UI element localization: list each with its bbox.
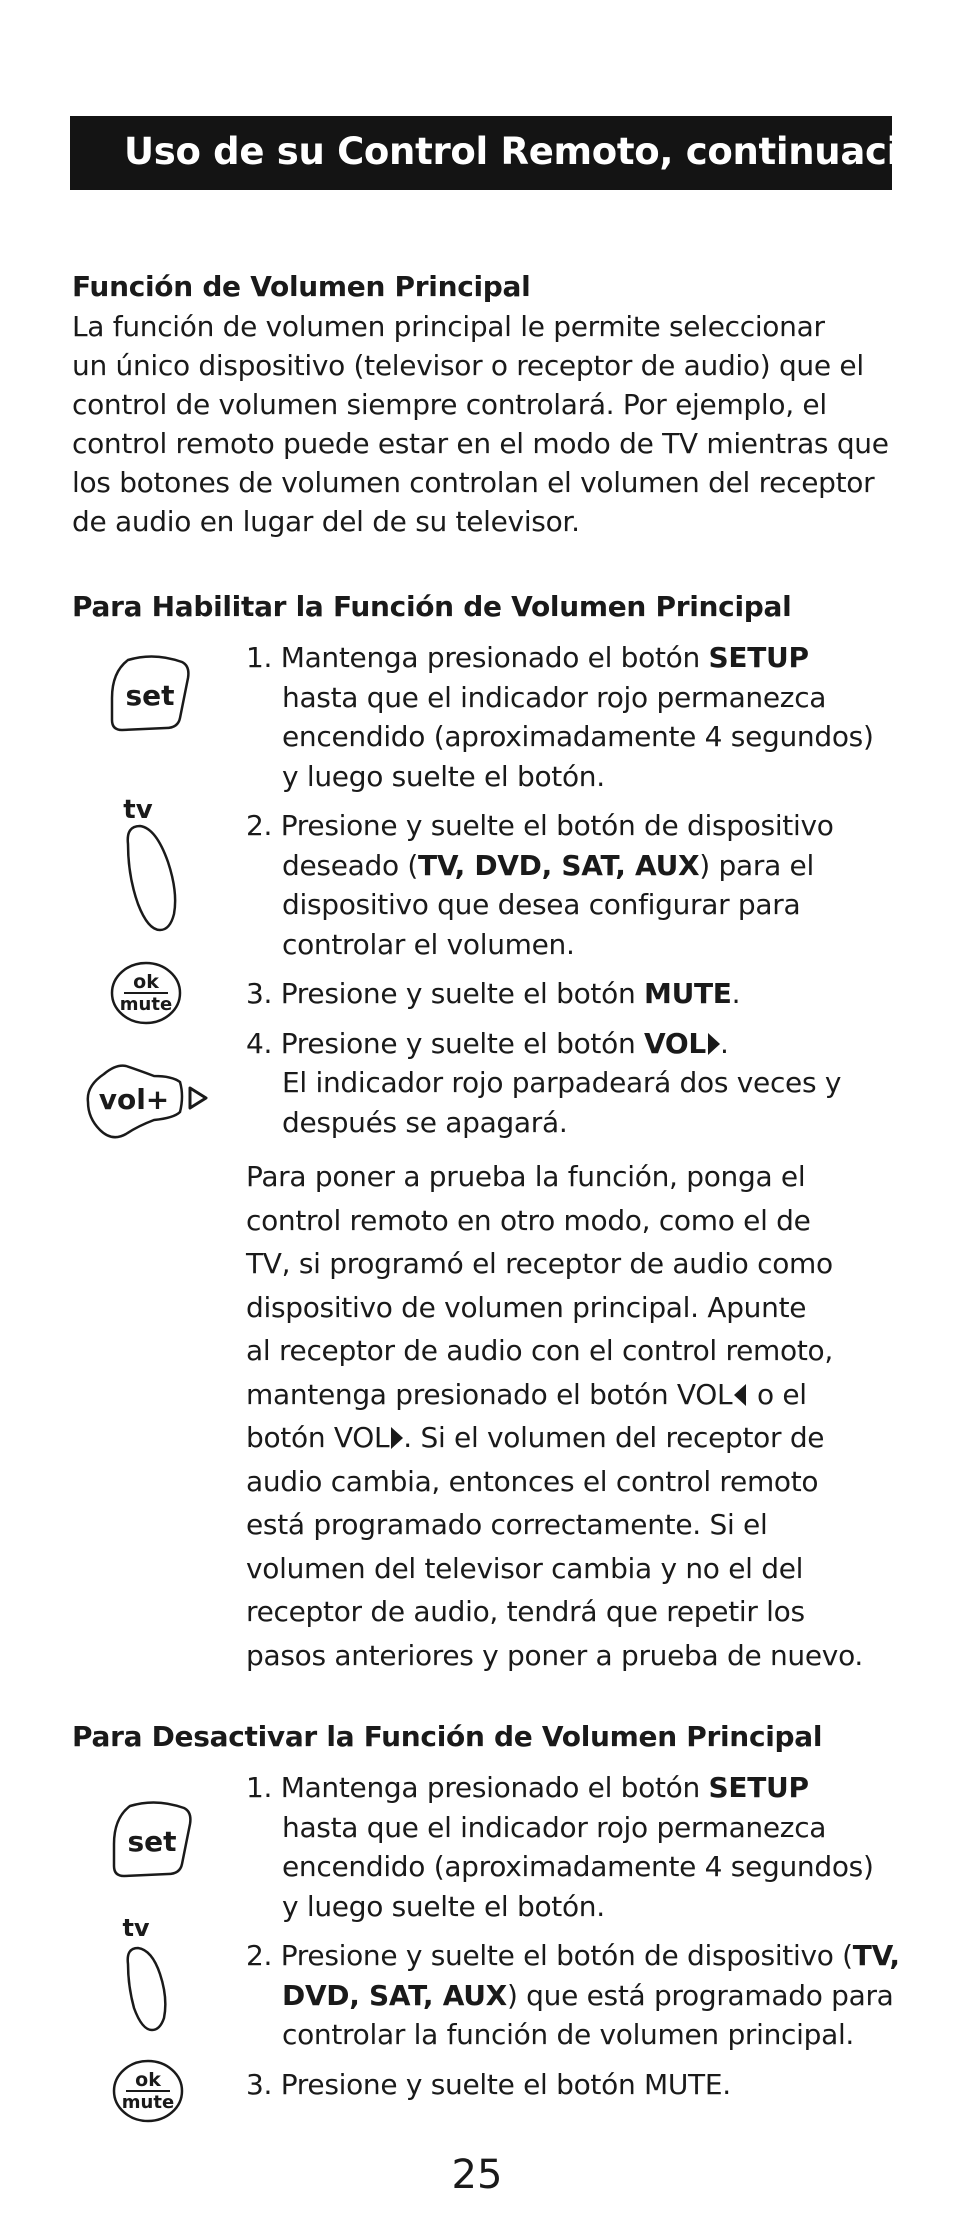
set-button-icon: [108, 654, 192, 734]
intro-paragraph: [72, 307, 889, 541]
mute-label: mute: [119, 994, 173, 1015]
tv-button-icon: [114, 1912, 184, 2042]
vol-right-arrow-icon: [391, 1427, 403, 1449]
intro-line: un único dispositivo (televisor o receptor de audio) que el: [72, 349, 864, 382]
enable-steps: [246, 638, 892, 1152]
disable-step-2: 2. Presione y suelte el botón de dispositivo (TV, DVD, SAT, AUX) que está programado para controlar la función de volumen principal.: [246, 1939, 900, 2051]
vol-label: vol+: [98, 1083, 170, 1116]
set-label: set: [127, 1825, 177, 1858]
tv-button-icon: [116, 792, 186, 942]
intro-line: los botones de volumen controlan el volumen del receptor: [72, 466, 875, 499]
enable-step-4: 4. Presione y suelte el botón VOL . El indicador rojo parpadeará dos veces y después se apagará.: [246, 1026, 842, 1139]
tv-label: tv: [122, 1914, 150, 1942]
intro-line: control remoto puede estar en el modo de TV mientras que: [72, 427, 889, 460]
ok-mute-button-icon: [108, 960, 184, 1026]
enable-heading: Para Habilitar la Función de Volumen Principal: [72, 590, 792, 623]
header-bar: [70, 116, 951, 190]
disable-step-1: 1. Mantenga presionado el botón SETUP hasta que el indicador rojo permanezca encendido (aproximadamente 4 segundos) y luego suelte el botón.: [246, 1771, 874, 1923]
enable-step-2: 2. Presione y suelte el botón de dispositivo deseado (TV, DVD, SAT, AUX) para el dispositivo que desea configurar para controlar el volumen.: [246, 809, 834, 961]
set-button-icon: [110, 1800, 194, 1880]
page-number: 25: [451, 2152, 503, 2198]
vol-left-arrow-icon: [734, 1384, 746, 1406]
set-label: set: [125, 679, 175, 712]
tv-label: tv: [123, 795, 153, 825]
vol-plus-button-icon: [82, 1052, 216, 1148]
intro-line: de audio en lugar del de su televisor.: [72, 505, 580, 538]
intro-line: La función de volumen principal le permite seleccionar: [72, 310, 825, 343]
enable-step-3: 3. Presione y suelte el botón MUTE.: [246, 977, 741, 1010]
ok-mute-button-icon: [110, 2058, 186, 2124]
disable-step-3: 3. Presione y suelte el botón MUTE.: [246, 2067, 731, 2101]
disable-steps: [246, 1768, 900, 2114]
disable-heading: Para Desactivar la Función de Volumen Principal: [72, 1720, 823, 1753]
test-paragraph: Para poner a prueba la función, ponga el control remoto en otro modo, como el de TV, si programó el receptor de audio como dispositivo de volumen principal. Apunte al receptor de audio con el control remoto, mantenga presionado el botón VOL o el botón VOL . Si el volumen del receptor de audio cambia, entonces el control remoto está programado correctamente. Si el volumen del televisor cambia y no el del receptor de audio, tendrá que repetir los pasos anteriores y poner a prueba de nuevo.: [246, 1160, 864, 1672]
ok-label: ok: [135, 2069, 161, 2091]
page-title: Uso de su Control Remoto, continuación: [124, 130, 951, 173]
vol-right-arrow-icon: [708, 1033, 720, 1055]
intro-heading: Función de Volumen Principal: [72, 270, 531, 303]
mute-label: mute: [121, 2092, 175, 2113]
intro-line: control de volumen siempre controlará. Por ejemplo, el: [72, 388, 827, 421]
enable-step-1: 1. Mantenga presionado el botón SETUP hasta que el indicador rojo permanezca encendido (aproximadamente 4 segundos) y luego suelte el botón.: [246, 641, 874, 793]
ok-label: ok: [133, 971, 159, 993]
